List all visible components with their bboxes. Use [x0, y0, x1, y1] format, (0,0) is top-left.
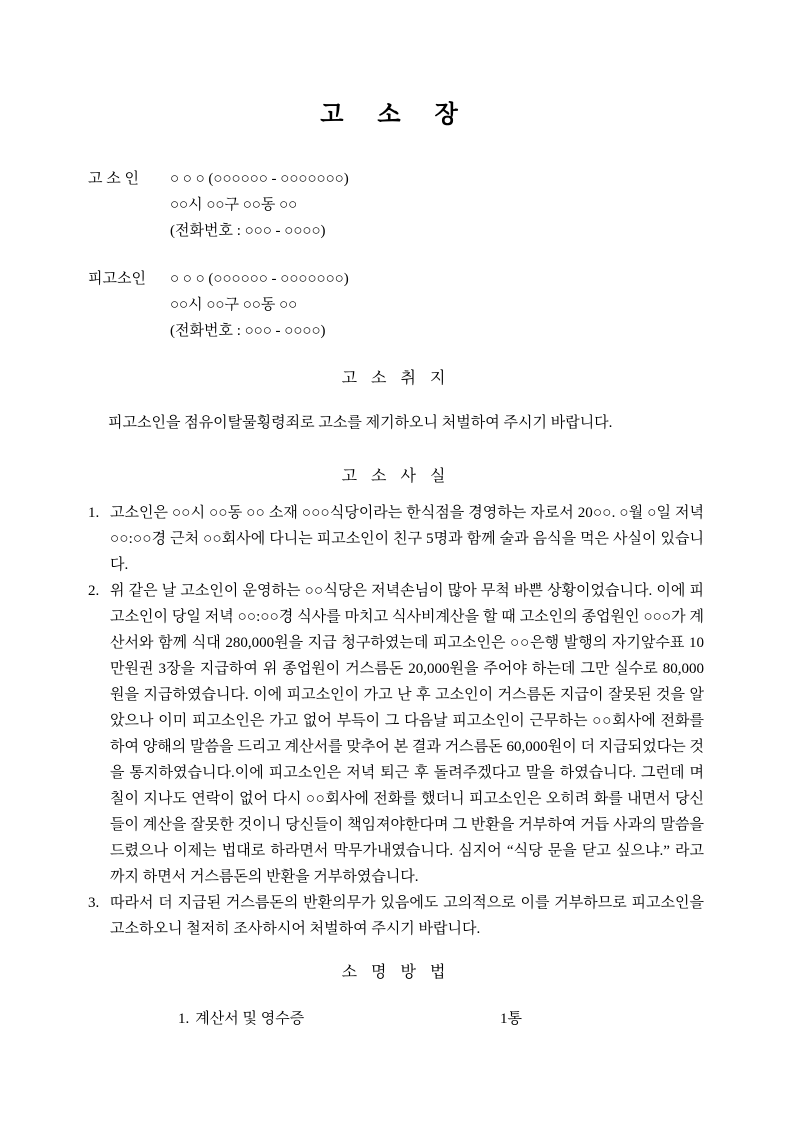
fact-item-2 — [88, 578, 704, 890]
complainant-details — [170, 166, 704, 244]
facts-heading: 고 소 사 실 — [341, 468, 451, 485]
accused-block — [88, 266, 704, 344]
accused-name: ○ ○ ○ (○○○○○○ - ○○○○○○○) — [170, 271, 349, 287]
accused-phone: (전화번호 : ○○○ - ○○○○) — [170, 323, 326, 339]
accused-label: 피고소인 — [88, 271, 146, 287]
accused-address: ○○시 ○○구 ○○동 ○○ — [170, 297, 298, 313]
fact-number: 1. — [88, 505, 100, 521]
purpose-heading: 고 소 취 지 — [341, 370, 451, 387]
fact-number: 2. — [88, 583, 100, 599]
document-title: 고 소 장 — [320, 102, 472, 128]
fact-text: 위 같은 날 고소인이 운영하는 ○○식당은 저녁손님이 많아 무척 바쁜 상황이었습니다. 이에 피고소인이 당일 저녁 ○○:○○경 식사를 마치고 식사비계산을 할 때 고소인의 종업원인 ○○○가 계산서와 함께 식대 280,000원을 지급 청구하였는데 피고소인은 ○○은행 발행의 자기앞수표 10만원권 3장을 지급하여 위 종업원이 거스름돈 20,000원을 주어야 하는데 그만 실수로 80,000원을 지급하였습니다. 이에 피고소인이 가고 난 후 고소인이 거스름돈 지급이 잘못된 것을 알았으나 이미 피고소인은 가고 없어 부득이 그 다음날 피고소인이 근무하는 ○○회사에 전화를 하여 양해의 말씀을 드리고 계산서를 맞추어 본 결과 거스름돈 60,000원이 더 지급되었다는 것을 통지하였습니다.이에 피고소인은 저녁 퇴근 후 돌려주겠다고 말을 하였습니다. 그런데 며칠이 지나도 연락이 없어 다시 ○○회사에 전화를 했더니 피고소인은 오히려 화를 내면서 당신들이 계산을 잘못한 것이니 당신들이 책임져야한다며 그 반환을 거부하여 거듭 사과의 말씀을 드렸으나 이제는 법대로 하라면서 막무가내였습니다. 심지어 “식당 문을 닫고 싶으냐.” 라고까지 하면서 거스름돈의 반환을 거부하였습니다. — [110, 583, 704, 885]
facts-list — [88, 500, 704, 942]
purpose-body: 피고소인을 점유이탈물횡령죄로 고소를 제기하오니 처벌하여 주시기 바랍니다. — [108, 415, 613, 431]
evidence-item-1 — [178, 1006, 704, 1032]
accused-details — [170, 266, 704, 344]
evidence-number: 1. — [178, 1011, 190, 1027]
fact-text: 따라서 더 지급된 거스름돈의 반환의무가 있음에도 고의적으로 이를 거부하므로 피고소인을 고소하오니 철저히 조사하시어 처벌하여 주시기 바랍니다. — [110, 895, 704, 937]
fact-item-1 — [88, 500, 704, 578]
complainant-block — [88, 166, 704, 244]
fact-item-3 — [88, 890, 704, 942]
complainant-phone: (전화번호 : ○○○ - ○○○○) — [170, 223, 326, 239]
complainant-name: ○ ○ ○ (○○○○○○ - ○○○○○○○) — [170, 171, 349, 187]
fact-number: 3. — [88, 895, 100, 911]
fact-text: 고소인은 ○○시 ○○동 ○○ 소재 ○○○식당이라는 한식점을 경영하는 자로서 20○○. ○월 ○일 저녁 ○○:○○경 근처 ○○회사에 다니는 피고소인이 친구 5명과 함께 술과 음식을 먹은 사실이 있습니다. — [110, 505, 704, 573]
evidence-count: 1통 — [500, 1011, 522, 1027]
evidence-heading: 소 명 방 법 — [341, 964, 451, 981]
complainant-address: ○○시 ○○구 ○○동 ○○ — [170, 197, 298, 213]
evidence-name: 계산서 및 영수증 — [195, 1011, 305, 1027]
complainant-label: 고 소 인 — [88, 171, 139, 187]
